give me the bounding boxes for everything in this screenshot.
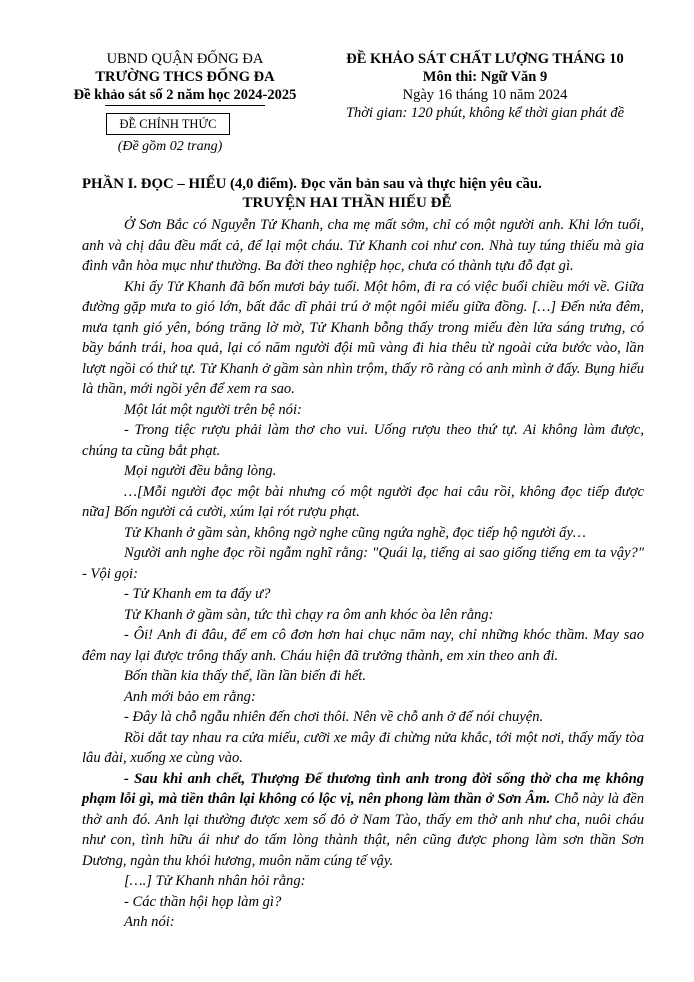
- section-title: PHẦN I. ĐỌC – HIỂU (4,0 điểm). Đọc văn bản sau và thực hiện yêu cầu.: [82, 176, 542, 192]
- paragraph: Mọi người đều bằng lòng.: [124, 463, 277, 479]
- exam-duration: Thời gian: 120 phút, không kể thời gian phát đề: [345, 105, 625, 121]
- exam-subject: Môn thi: Ngữ Văn 9: [422, 69, 548, 85]
- exam-title: ĐỀ KHẢO SÁT CHẤT LƯỢNG THÁNG 10: [346, 51, 624, 67]
- school-name: TRƯỜNG THCS ĐỐNG ĐA: [95, 69, 275, 85]
- exam-header: [330, 50, 640, 122]
- paragraph: Anh nói:: [124, 914, 175, 930]
- paragraph: Ở Sơn Bắc có Nguyễn Tử Khanh, cha mẹ mất sớm, chỉ có một người anh. Khi lớn tuổi, anh và chị dâu đều mất cả, để lại một cháu. Tử Khanh coi như con. Nhà tuy túng thiếu mà gia đình vẫn hòa mục như thường. Ba đời theo nghiệp học, chưa có thành tựu đỗ đạt gì.: [82, 217, 644, 274]
- highlighted-paragraph-rest: Chỗ này là đền thờ anh đó. Anh lại thường được xem sổ đỏ ở Nam Tào, thấy em thờ anh như cha, nuôi cháu như con, tình hữu ái như do tấm lòng thành thật, nên cũng được phong làm sơn thần Sơn Dương, ngàn thu khói hương, muôn năm cúng tế vậy.: [82, 791, 644, 869]
- paragraph: - Trong tiệc rượu phải làm thơ cho vui. Uống rượu theo thứ tự. Ai không làm được, chúng ta cũng bắt phạt.: [82, 422, 644, 459]
- story-title: TRUYỆN HAI THẦN HIẾU ĐỄ: [242, 195, 452, 211]
- paragraph: - Ôi! Anh đi đâu, để em cô đơn hơn hai chục năm nay, chỉ những khóc thầm. May sao đêm nay lại được trông thấy anh. Cháu hiện đã trưởng thành, em xin theo anh đi.: [82, 627, 644, 664]
- exam-date: Ngày 16 tháng 10 năm 2024: [402, 87, 568, 103]
- exam-number: Đề khảo sát số 2 năm học 2024-2025: [73, 87, 297, 103]
- district-name: UBND QUẬN ĐỐNG ĐA: [106, 51, 264, 67]
- paragraph: - Các thần hội họp làm gì?: [124, 893, 282, 910]
- paragraph: - Đây là chỗ ngẫu nhiên đến chơi thôi. Nên về chỗ anh ở để nói chuyện.: [124, 709, 544, 725]
- school-header: [60, 50, 310, 106]
- highlighted-paragraph: [82, 769, 644, 872]
- paragraph: - Tử Khanh em ta đấy ư?: [124, 586, 271, 602]
- highlighted-text: - Sau khi anh chết, Thượng Đế thương tình anh trong đời sống thờ cha mẹ không phạm lỗi gì, mà tiền thân lại không có lộc vị, nên phong làm thần ở Sơn Âm.: [82, 770, 644, 807]
- story-body: [82, 215, 644, 933]
- official-stamp-box: ĐỀ CHÍNH THỨC: [106, 113, 230, 135]
- paragraph: [….] Tử Khanh nhân hỏi rằng:: [124, 873, 306, 889]
- paragraph: Anh mới bảo em rằng:: [124, 688, 256, 705]
- page-count-note: (Đề gồm 02 trang): [117, 139, 223, 154]
- paragraph: Bốn thần kia thấy thế, lần lần biến đi hết.: [124, 668, 366, 684]
- header-underline: [105, 105, 265, 106]
- paragraph: Tử Khanh ở gầm sàn, tức thì chạy ra ôm anh khóc òa lên rằng:: [124, 606, 494, 623]
- paragraph: Khi ấy Tử Khanh đã bốn mươi bảy tuổi. Một hôm, đi ra có việc buổi chiều mới về. Giữa đường gặp mưa to gió lớn, bất đắc dĩ phải trú ở một ngôi miếu giữa đồng. […] Đến nửa đêm, mưa tạnh gió yên, bóng trăng lờ mờ, Tử Khanh bỗng thấy trong miếu đèn lửa sáng trưng, có bầy bánh trái, hoa quả, lại có năm người đội mũ vàng đi hia thêu từ ngoài cửa bước vào, lần lượt ngồi có thứ tự. Tử Khanh ở gầm sàn nhìn trộm, thấy rõ ràng có anh mình ở đấy. Bụng hiểu là thần, mới ngồi yên để xem ra sao.: [82, 278, 644, 397]
- paragraph: Một lát một người trên bệ nói:: [124, 401, 302, 418]
- paragraph: Rồi dắt tay nhau ra cửa miếu, cưỡi xe mây đi chừng nửa khắc, tới một nơi, thấy mấy tòa lâu đài, xuống xe cùng vào.: [82, 729, 644, 766]
- paragraph: Tử Khanh ở gầm sàn, không ngờ nghe cũng ngứa nghề, đọc tiếp hộ người ấy…: [124, 524, 586, 541]
- paragraph: Người anh nghe đọc rồi ngẫm nghĩ rằng: "Quái lạ, tiếng ai sao giống tiếng em ta vậy?" - Vội gọi:: [82, 545, 644, 582]
- paragraph: …[Mỗi người đọc một bài nhưng có một người đọc hai câu rồi, không đọc tiếp được nữa] Bốn người cả cười, xúm lại rót rượu phạt.: [82, 483, 644, 520]
